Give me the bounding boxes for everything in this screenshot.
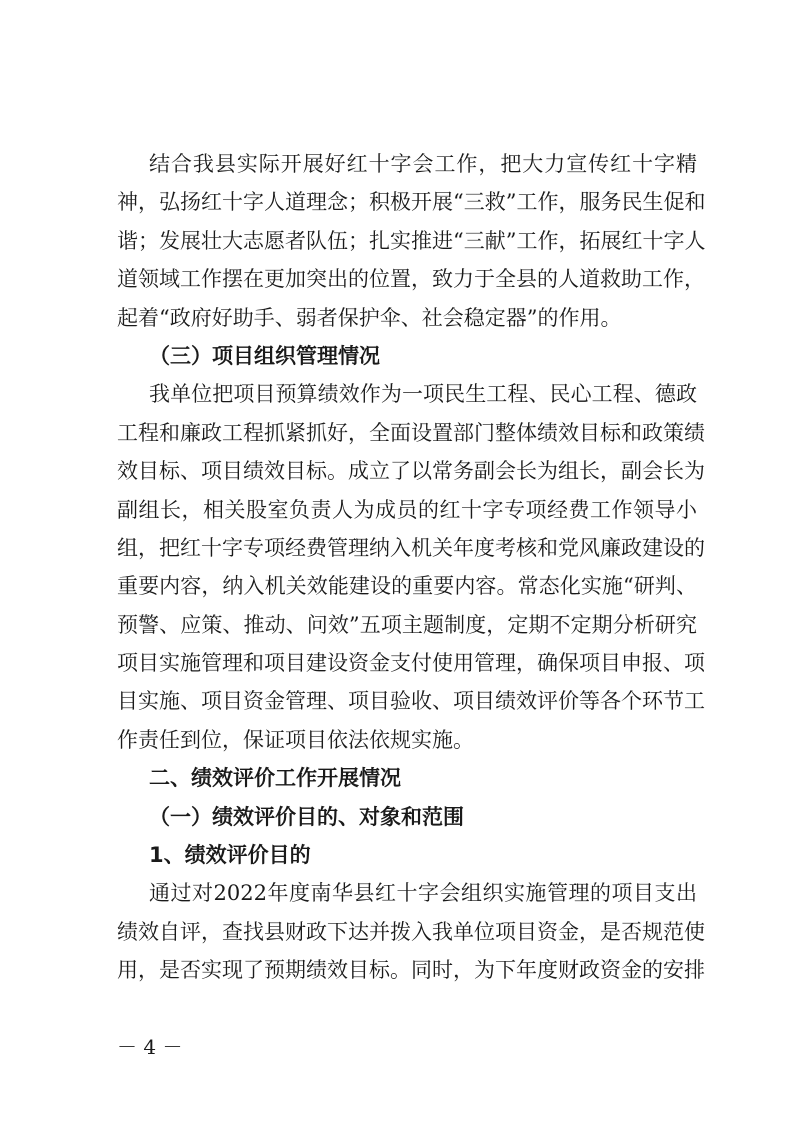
paragraph-project-management xyxy=(117,375,705,759)
text-line: 项目实施管理和项目建设资金支付使用管理，确保项目申报、项 xyxy=(117,651,705,676)
section-heading-evaluation: 二、绩效评价工作开展情况 xyxy=(149,766,401,791)
document-body xyxy=(117,145,706,990)
text-line: 神，弘扬红十字人道理念；积极开展“三救”工作，服务民生促和 xyxy=(117,190,706,215)
text-line: 副组长，相关股室负责人为成员的红十字专项经费工作领导小 xyxy=(117,497,697,522)
text-line: 绩效自评，查找县财政下达并拨入我单位项目资金，是否规范使 xyxy=(117,919,705,944)
subheading-evaluation-scope: （一）绩效评价目的、对象和范围 xyxy=(149,804,464,829)
page-number: － 4 － xyxy=(117,1035,183,1059)
paragraph-red-cross-work xyxy=(117,145,706,337)
text-line: 用，是否实现了预期绩效目标。同时，为下年度财政资金的安排 xyxy=(117,958,705,983)
text-line: 作责任到位，保证项目依法依规实施。 xyxy=(117,727,474,752)
text-line: 重要内容，纳入机关效能建设的重要内容。常态化实施“研判、 xyxy=(117,574,697,599)
text-line: 我单位把项目预算绩效作为一项民生工程、民心工程、德政 xyxy=(149,382,697,407)
text-line: 通过对2022年度南华县红十字会组织实施管理的项目支出 xyxy=(149,881,697,906)
text-line: 起着“政府好助手、弱者保护伞、社会稳定器”的作用。 xyxy=(117,305,622,330)
paragraph-evaluation-purpose xyxy=(117,874,705,989)
subheading-evaluation-purpose: 1、绩效评价目的 xyxy=(149,843,311,868)
text-line: 预警、应策、推动、问效”五项主题制度，定期不定期分析研究 xyxy=(117,612,697,637)
text-line: 效目标、项目绩效目标。成立了以常务副会长为组长，副会长为 xyxy=(117,459,705,484)
text-line: 工程和廉政工程抓紧抓好，全面设置部门整体绩效目标和政策绩 xyxy=(117,420,705,445)
text-line: 组，把红十字专项经费管理纳入机关年度考核和党风廉政建设的 xyxy=(117,535,705,560)
text-line: 道领域工作摆在更加突出的位置，致力于全县的人道救助工作， xyxy=(117,267,705,292)
text-line: 谐；发展壮大志愿者队伍；扎实推进“三献”工作，拓展红十字人 xyxy=(117,228,706,253)
text-line: 结合我县实际开展好红十字会工作，把大力宣传红十字精 xyxy=(149,152,697,176)
text-line: 目实施、项目资金管理、项目验收、项目绩效评价等各个环节工 xyxy=(117,689,705,714)
subheading-project-management: （三）项目组织管理情况 xyxy=(149,343,380,368)
